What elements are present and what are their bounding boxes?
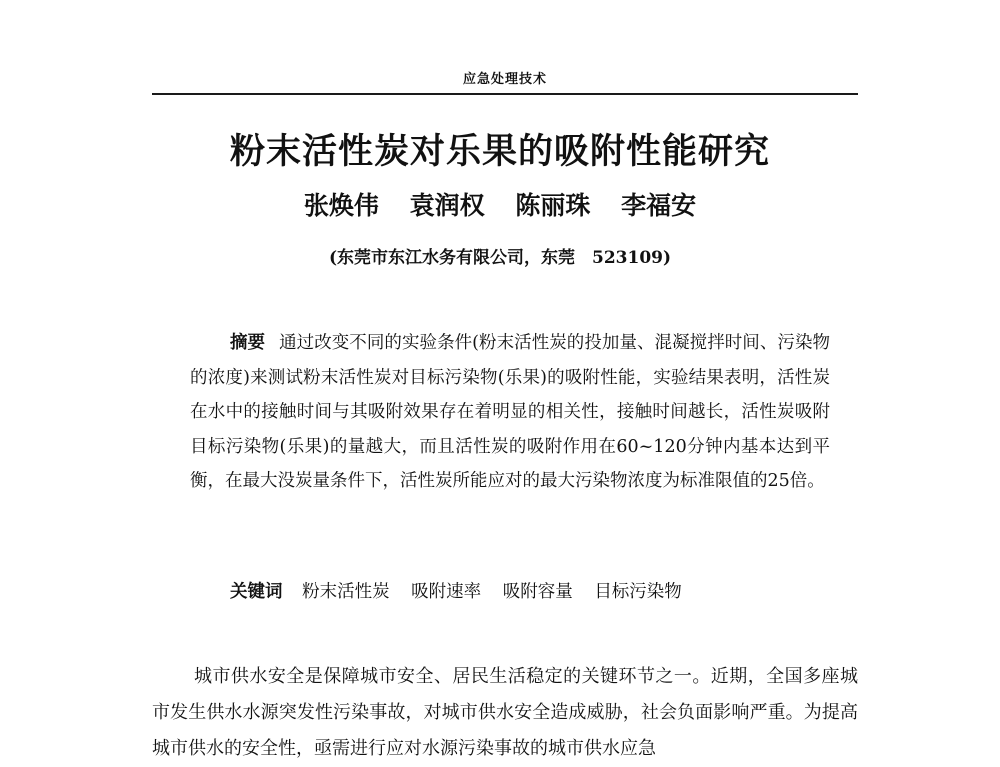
keyword-item: 目标污染物 (594, 582, 682, 602)
keyword-item: 吸附容量 (502, 582, 573, 602)
keyword-item: 吸附速率 (411, 582, 482, 602)
author-list (0, 186, 1000, 222)
keywords-label: 关键词 (230, 582, 283, 602)
abstract-paragraph (190, 326, 830, 499)
section-header: 应急处理技术 (462, 72, 547, 87)
author-name: 李福安 (621, 191, 697, 220)
abstract-text: 通过改变不同的实验条件(粉末活性炭的投加量、混凝搅拌时间、污染物的浓度)来测试粉末活性炭对目标污染物(乐果)的吸附性能，实验结果表明，活性炭在水中的接触时间与其吸附效果存在着明显的相关性，接触时间越长，活性炭吸附目标污染物(乐果)的量越大，而且活性炭的吸附作用在60~120分钟内基本达到平衡，在最大没炭量条件下，活性炭所能应对的最大污染物浓度为标准限值的25倍。 (190, 333, 831, 491)
affiliation: (东莞市东江水务有限公司，东莞 523109) (328, 248, 672, 268)
header-rule (152, 93, 858, 95)
abstract-block (190, 326, 830, 499)
paper-title: 粉末活性炭对乐果的吸附性能研究 (229, 131, 770, 172)
author-name: 陈丽珠 (515, 191, 591, 220)
abstract-label: 摘要 (230, 333, 266, 353)
author-name: 袁润权 (409, 191, 485, 220)
author-name: 张焕伟 (303, 191, 379, 220)
keywords-line (230, 578, 698, 603)
keyword-item: 粉末活性炭 (302, 582, 390, 602)
body-paragraph: 城市供水安全是保障城市安全、居民生活稳定的关键环节之一。近期，全国多座城市发生供水水源突发性污染事故，对城市供水安全造成威胁，社会负面影响严重。为提高城市供水的安全性，亟需进行应对水源污染事故的城市供水应急 (152, 666, 858, 759)
